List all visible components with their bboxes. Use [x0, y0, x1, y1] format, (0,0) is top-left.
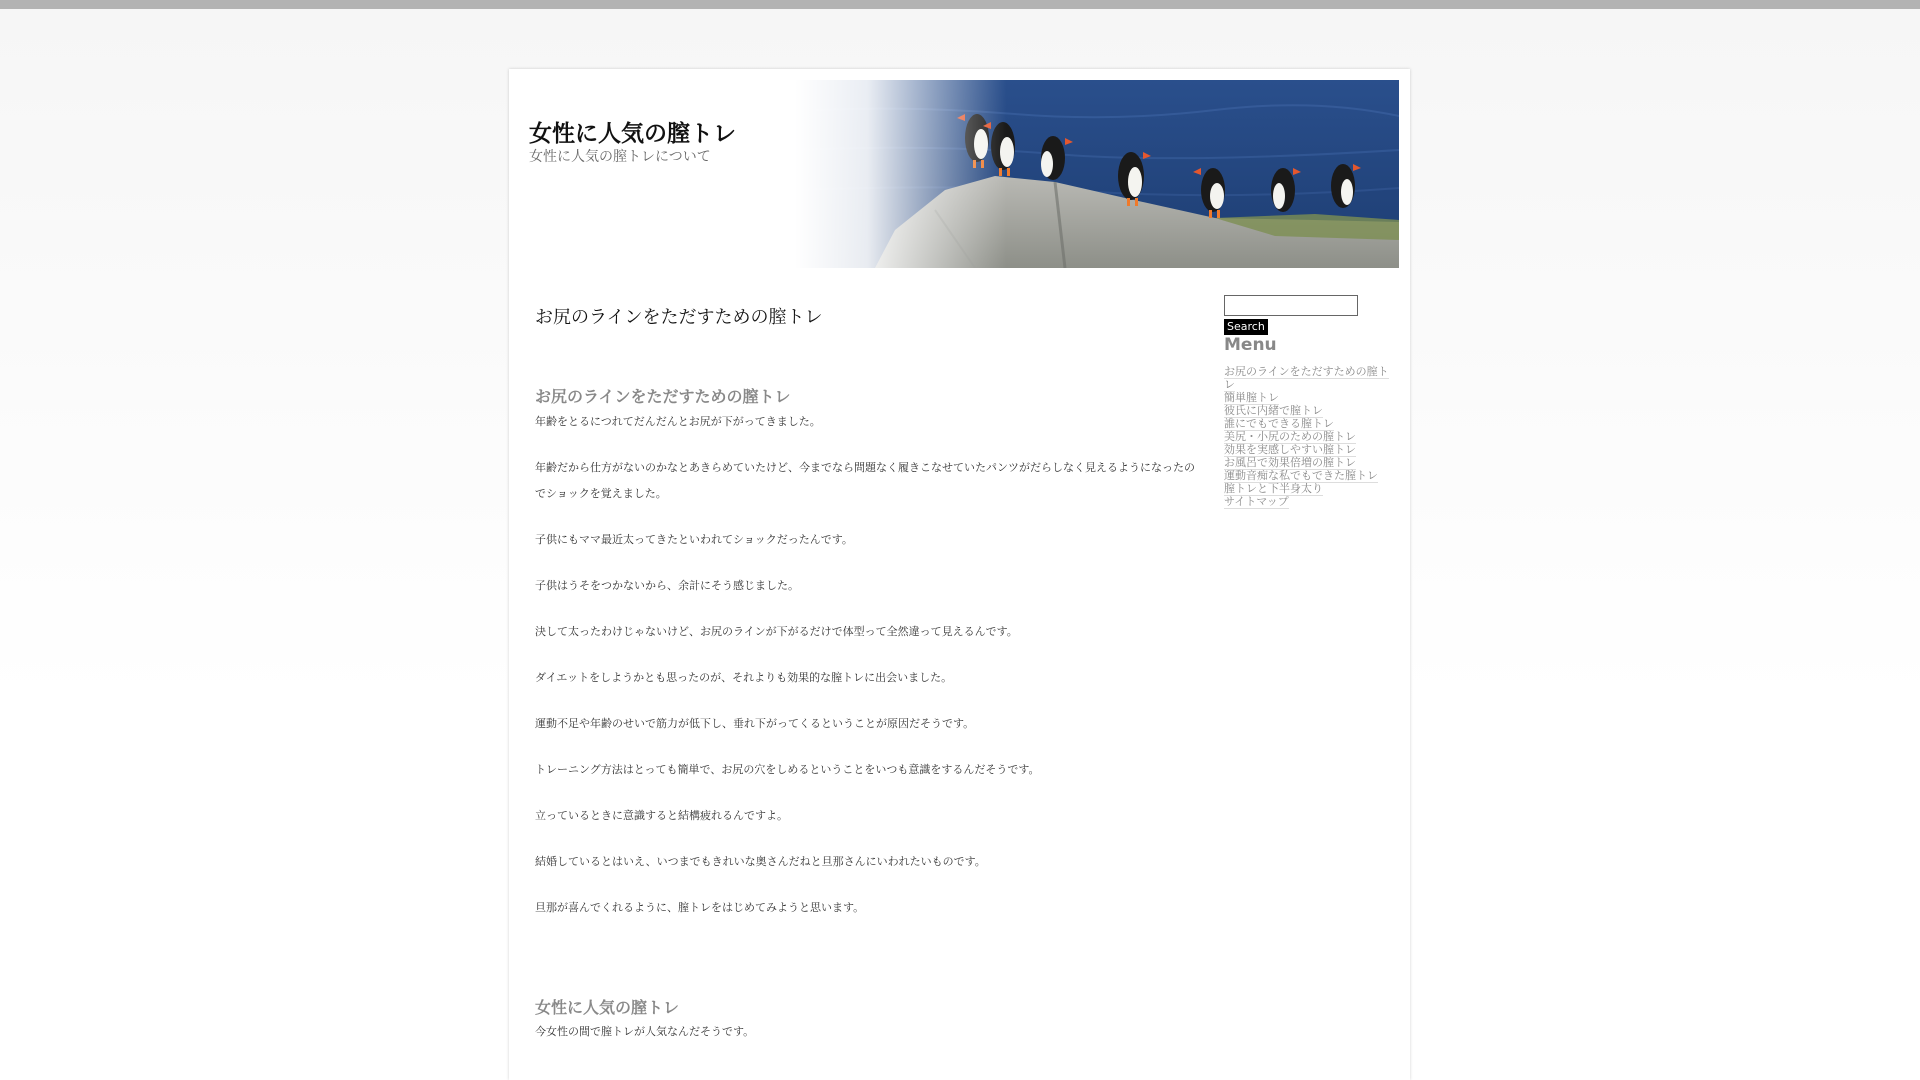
paragraph: トレーニング方法はとっても簡単で、お尻の穴をしめるということをいつも意識をするんだそうです。: [535, 763, 1040, 776]
menu-item-link[interactable]: お風呂で効果倍増の膣トレ: [1224, 456, 1356, 469]
menu-item-link[interactable]: お尻のラインをただすための膣トレ: [1224, 365, 1389, 391]
paragraph: 年齢だから仕方がないのかなとあきらめていたけど、今までなら問題なく履きこなせていたパンツがだらしなく見えるようになったのでショックを覚えました。: [535, 461, 1195, 500]
paragraph: 立っているときに意識すると結構疲れるんですよ。: [535, 809, 788, 822]
menu-item[interactable]: [1224, 365, 1389, 391]
menu-item-link[interactable]: 簡単膣トレ: [1224, 391, 1279, 404]
menu-item-link[interactable]: 美尻・小尻のための膣トレ: [1224, 430, 1356, 443]
paragraph: 子供はうそをつかないから、余計にそう感じました。: [535, 579, 799, 592]
menu-item-link[interactable]: 効果を実感しやすい膣トレ: [1224, 443, 1356, 456]
paragraph: 旦那が喜んでくれるように、膣トレをはじめてみようと思います。: [535, 901, 865, 914]
paragraph: 子供にもママ最近太ってきたといわれてショックだったんです。: [535, 533, 853, 546]
section-heading: 女性に人気の膣トレ: [535, 998, 680, 1017]
paragraph: 決して太ったわけじゃないけど、お尻のラインが下がるだけで体型って全然違って見えるんです。: [535, 625, 1018, 638]
header-puffin-image: [795, 80, 1399, 268]
menu-item[interactable]: [1224, 443, 1389, 456]
menu-item[interactable]: [1224, 404, 1389, 417]
menu-item[interactable]: [1224, 430, 1389, 443]
menu-item-link[interactable]: 誰にでもできる膣トレ: [1224, 417, 1334, 430]
paragraph: ダイエットをしようかとも思ったのが、それよりも効果的な膣トレに出会いました。: [535, 671, 953, 684]
menu-item-link[interactable]: 彼氏に内緒で膣トレ: [1224, 404, 1323, 417]
menu-title: Menu: [1224, 335, 1277, 355]
site-description: 女性に人気の膣トレについて: [529, 149, 711, 165]
paragraph: 運動不足や年齢のせいで筋力が低下し、垂れ下がってくるということが原因だそうです。: [535, 717, 975, 730]
menu-item[interactable]: [1224, 482, 1389, 495]
search-button[interactable]: Search: [1224, 319, 1268, 335]
browser-top-bar: [0, 0, 1920, 9]
menu-list: [1224, 365, 1389, 508]
menu-item[interactable]: [1224, 495, 1389, 508]
menu-item-link[interactable]: サイトマップ: [1224, 495, 1289, 508]
menu-item[interactable]: [1224, 469, 1389, 482]
menu-item[interactable]: [1224, 456, 1389, 469]
menu-item-link[interactable]: 運動音痴な私でもできた膣トレ: [1224, 469, 1378, 482]
paragraph: 結婚しているとはいえ、いつまでもきれいな奥さんだねと旦那さんにいわれたいものです。: [535, 855, 986, 868]
menu-item-link[interactable]: 膣トレと下半身太り: [1224, 482, 1323, 495]
page-title: お尻のラインをただすための膣トレ: [535, 307, 823, 328]
paragraph: 年齢をとるにつれてだんだんとお尻が下がってきました。: [535, 415, 821, 428]
site-title[interactable]: 女性に人気の膣トレ: [529, 121, 736, 147]
paragraph: 今女性の間で膣トレが人気なんだそうです。: [535, 1025, 755, 1038]
search-input[interactable]: [1224, 295, 1358, 316]
menu-item[interactable]: [1224, 391, 1389, 404]
menu-item[interactable]: [1224, 417, 1389, 430]
page-wrapper: [509, 69, 1410, 1080]
section-heading: お尻のラインをただすための膣トレ: [535, 387, 791, 406]
